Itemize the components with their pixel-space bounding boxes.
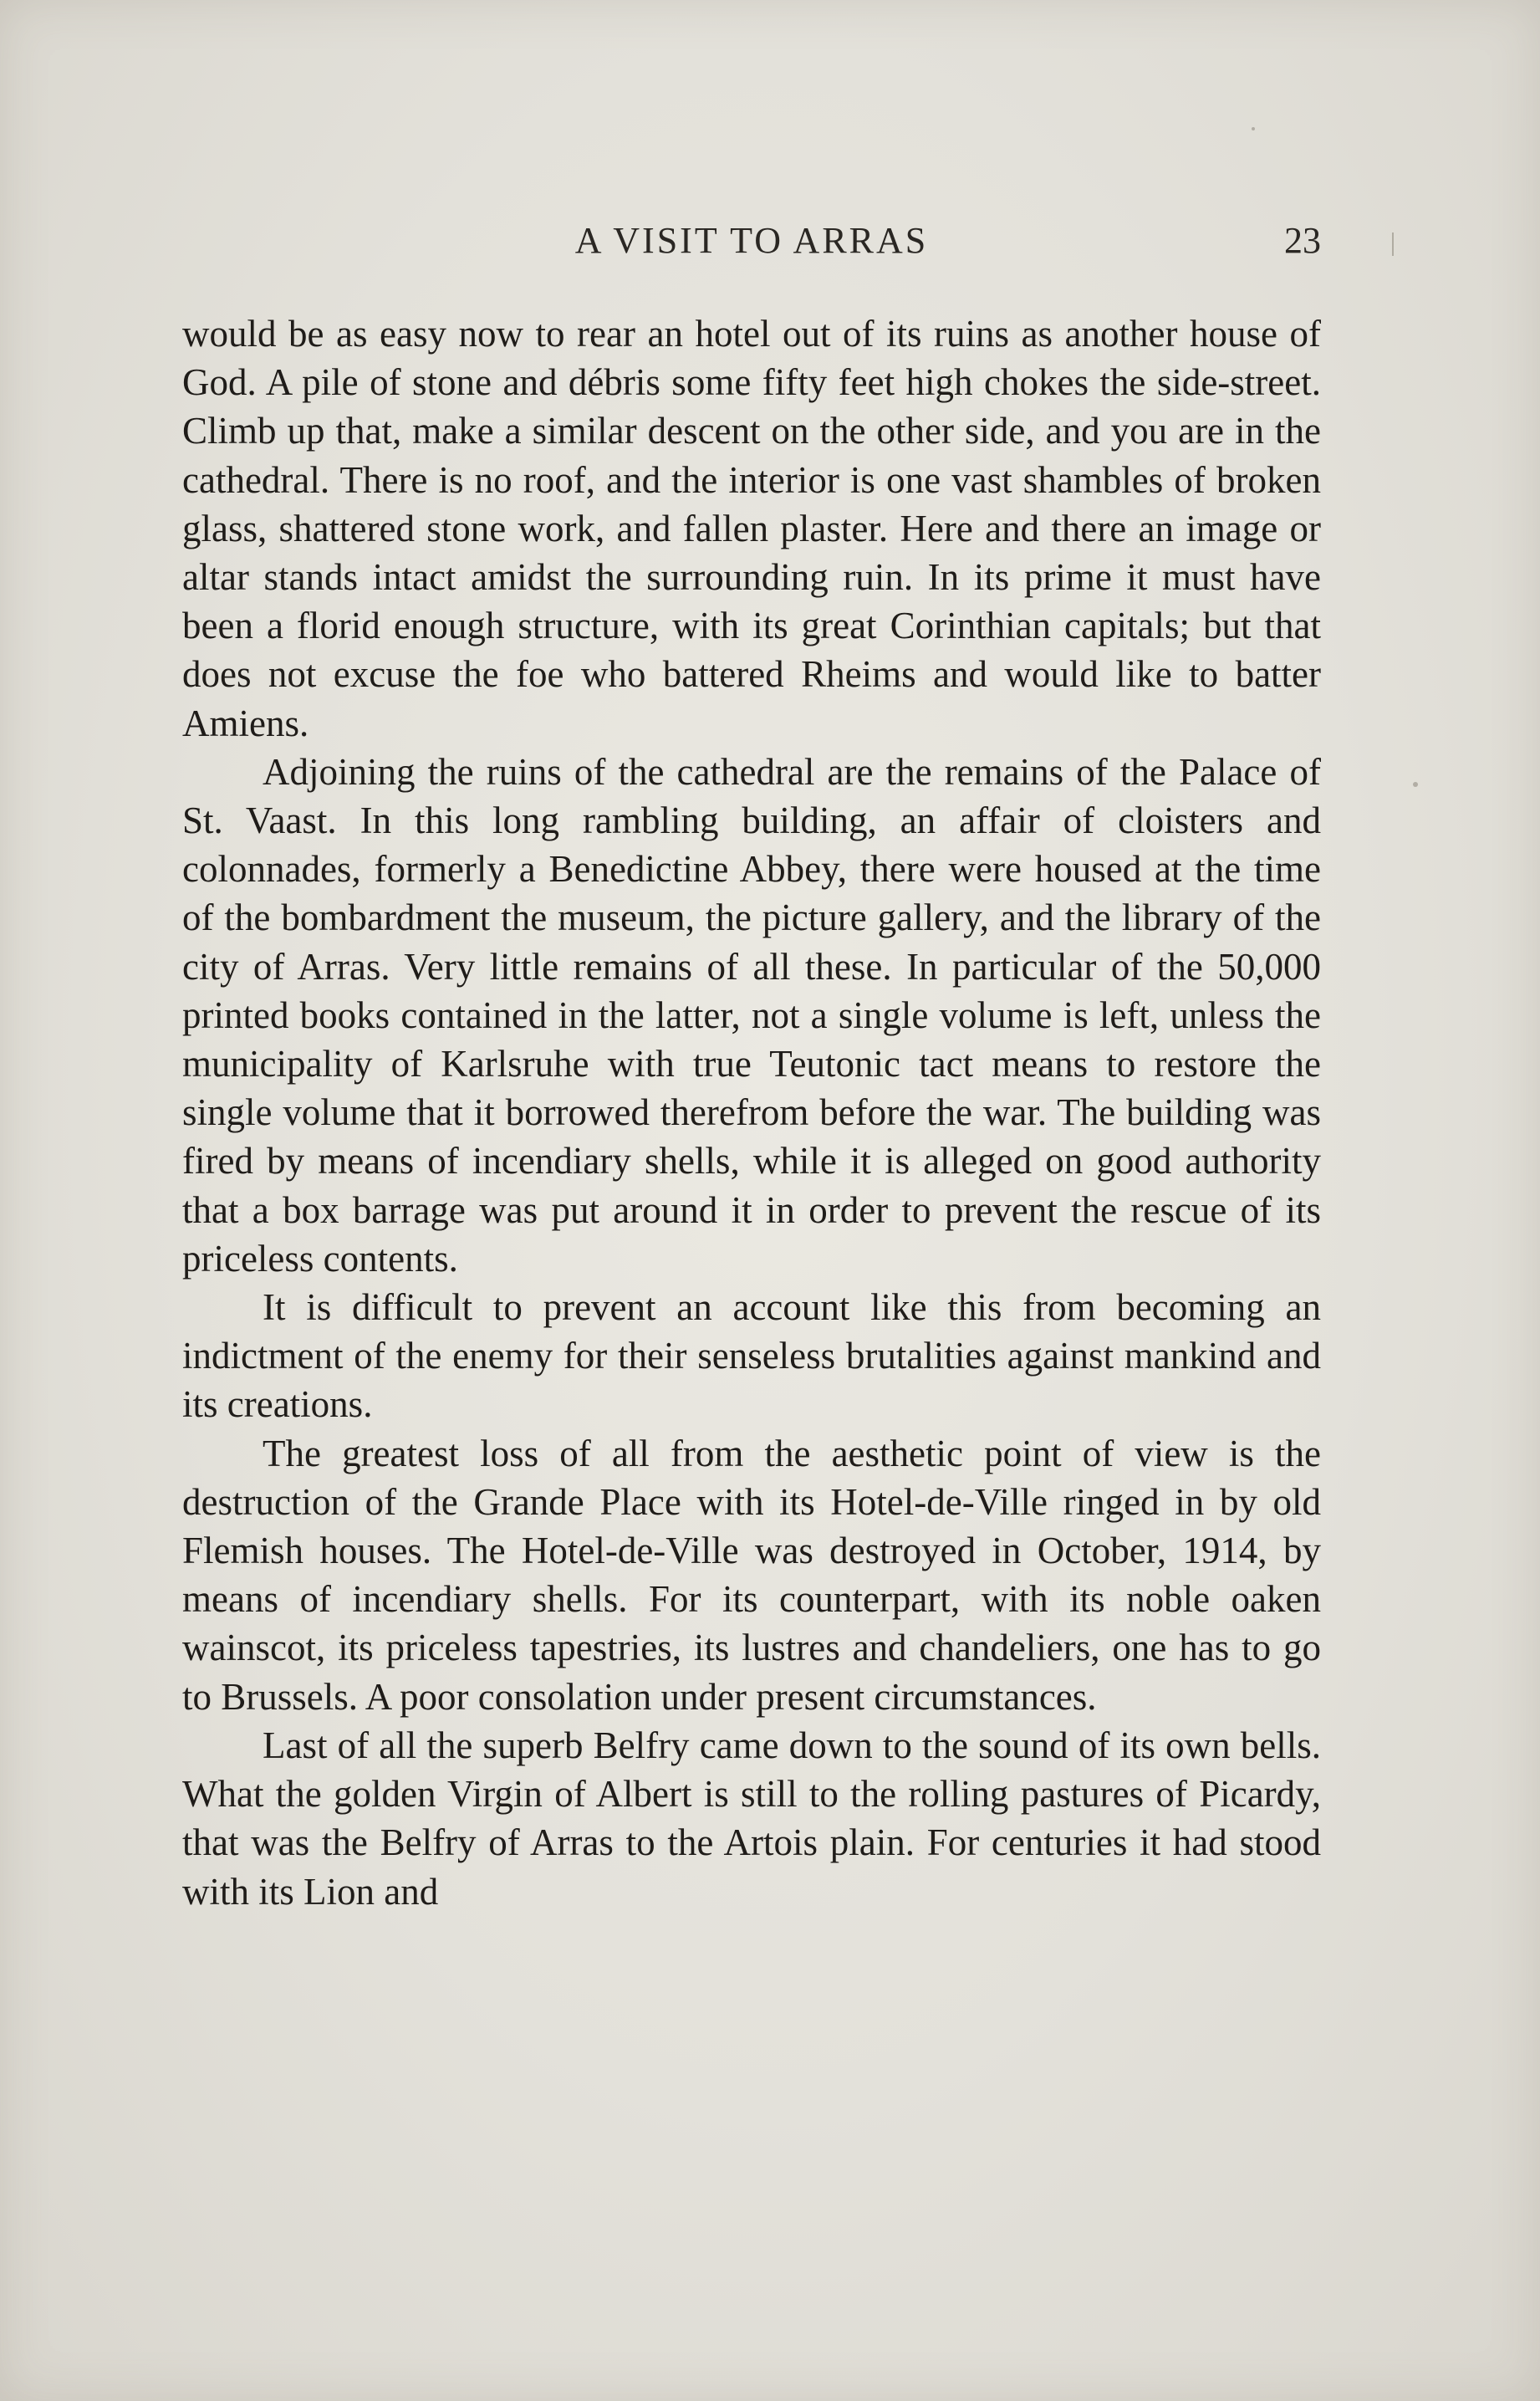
page-number: 23: [1284, 220, 1321, 261]
paragraph-grande-place: The greatest loss of all from the aesthetic point of view is the destruction of the Grande Place with its Hotel-de-Ville ringed in by old Flemish houses. The Hotel-de-Ville was destroyed in October, 1914, by means of incendiary shells. For its counterpart, with its noble oaken wainscot, its priceless tapestries, its lustres and chandeliers, one has to go to Brussels. A poor consolation under present circumstances.: [182, 1432, 1321, 1718]
running-title: A VISIT TO ARRAS: [574, 220, 929, 261]
page-header: [182, 219, 1321, 278]
paragraph-belfry: Last of all the superb Belfry came down to the sound of its own bells. What the golden Virgin of Albert is still to the rolling pastures of Picardy, that was the Belfry of Arras to the Artois plain. For centuries it had stood with its Lion and: [182, 1724, 1321, 1913]
paper-speck: [1413, 782, 1418, 787]
paragraph-palace-of-st-vaast: Adjoining the ruins of the cathedral are the remains of the Palace of St. Vaast. In this long rambling building, an affair of cloisters and colonnades, formerly a Benedictine Abbey, there were housed at the time of the bombardment the museum, the picture gallery, and the library of the city of Arras. Very little remains of all these. In particular of the 50,000 printed books contained in the latter, not a single volume is left, unless the municipality of Karlsruhe with true Teutonic tact means to restore the single volume that it borrowed therefrom before the war. The building was fired by means of incendiary shells, while it is alleged on good authority that a box barrage was put around it in order to prevent the rescue of its priceless contents.: [182, 750, 1321, 1280]
paper-speck: [1252, 127, 1255, 130]
paragraph-continued: would be as easy now to rear an hotel out of its ruins as another house of God. A pile of stone and débris some fifty feet high chokes the side-street. Climb up that, make a similar descent on the other side, and you are in the cathedral. There is no roof, and the interior is one vast shambles of broken glass, shattered stone work, and fallen plaster. Here and there an image or altar stands intact amidst the surrounding ruin. In its prime it must have been a florid enough structure, with its great Corinthian capitals; but that does not excuse the foe who battered Rheims and would like to batter Amiens.: [182, 313, 1321, 744]
body-text: [182, 309, 1321, 1916]
paragraph-indictment: It is difficult to prevent an account like this from becoming an indictment of the enemy for their senseless brutalities against mankind and its creations.: [182, 1286, 1321, 1426]
paper-mark: [1392, 232, 1394, 256]
